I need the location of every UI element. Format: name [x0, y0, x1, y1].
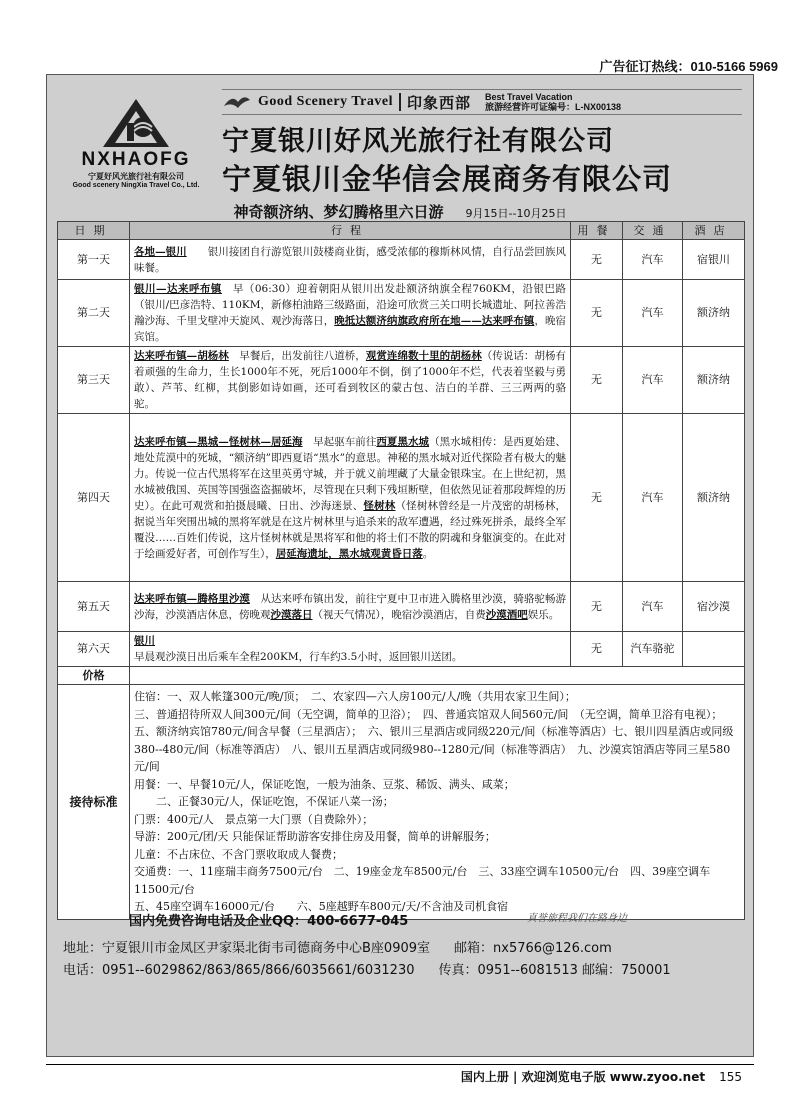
day-desc [130, 240, 571, 280]
desc-text: 早晨观沙漠日出后乘车全程200KM，行车约3.5小时，返回银川送团。 [134, 651, 463, 663]
route-title: 各地—银川 [134, 245, 187, 258]
bottom-rule [46, 1064, 754, 1065]
company-name-2: 宁夏银川金华信会展商务有限公司 [222, 162, 673, 196]
rec-line: 五、45座空调车16000元/台 六、5座越野车800元/天/不含油及司机食宿 [134, 900, 509, 913]
day-desc [130, 280, 571, 347]
header-route: 行程 [130, 222, 571, 240]
rec-line: 交通费：一、11座瑞丰商务7500元/台 二、19座金龙车8500元/台 三、33座空调车10500元/台 四、39座空调车11500元/台 [134, 865, 711, 896]
brand-cn-name: 印象西部 [406, 93, 471, 112]
price-cell [130, 667, 745, 685]
meal-cell: 无 [571, 582, 623, 632]
desc-text: 早餐后，出发前往八道桥， [228, 350, 366, 362]
mountain-logo-icon [101, 97, 171, 149]
traffic-cell: 汽车 [623, 240, 683, 280]
rec-line: 导游：200元/团/天 只能保证帮助游客安排住房及用餐，简单的讲解服务； [134, 830, 496, 843]
price-row [58, 667, 745, 685]
desc-text: （怪树林曾经是一片茂密的胡杨林，据说当年突围出城的黑将军就是在这片树林里与追杀来的敌军遭遇，经过殊死拼杀，最终全军覆没……百姓们传说，这片怪树林就是黑将军和他的将士们不散的阴魂和身躯演变的。在此对于绘画爱好者，可创作写生）， [134, 499, 567, 560]
desc-text: 早起驱车前往 [302, 435, 377, 448]
tour-title [47, 201, 753, 222]
page-footer [461, 1068, 742, 1085]
route-title: 银川—达来呼布镇 [134, 283, 222, 295]
day-label: 第六天 [58, 632, 130, 667]
desc-text: 银川接团自行游览银川鼓楼商业街，感受浓郁的穆斯林风情，自行品尝回族风味餐。 [134, 245, 566, 274]
page-number: 155 [719, 1070, 742, 1084]
rec-line: 二、正餐30元/人，保证吃饱，不保证八菜一汤； [134, 795, 394, 808]
fax: 传真：0951--6081513 [438, 963, 578, 978]
day-label: 第三天 [58, 347, 130, 414]
day-desc [130, 414, 571, 582]
free-hotline: 国内免费咨询电话及企业QQ：400-6677-045 [129, 914, 409, 929]
rec-line: 门票：400元/人 景点第一大门票（自费除外）； [134, 812, 374, 826]
hotel-cell: 宿银川 [683, 240, 745, 280]
table-row [58, 414, 745, 582]
license-number: 旅游经营许可证编号：L-NX00138 [484, 102, 622, 112]
company-name-1: 宁夏银川好风光旅行社有限公司 [222, 126, 614, 157]
phone: 电话：0951--6029862/863/865/866/6035661/6031230 [63, 963, 415, 978]
hotel-cell [683, 632, 745, 667]
desc-highlight: 西夏黑水城 [376, 435, 430, 448]
desc-text: （黑水城相传：是西夏始建、地处荒漠中的死城，“额济纳”即西夏语“黑水”的意思。神秘的黑水城对近代探险者有极大的魅力。传说一位古代黑将军在这里英勇守城，并于就义前埋藏了大量金银珠宝。在上世纪初，黑水城被俄国、英国等国强盗盗掘破坏，尽管现在只剩下残垣断壁，但依然见证着那段辉煌的历史）。在此可观赏和拍摄晨曦、日出、沙海迷景、 [134, 435, 567, 512]
reception-label: 接待标准 [58, 685, 130, 920]
route-title: 达来呼布镇—黑城—怪树林—居延海 [134, 435, 303, 448]
rec-line: 用餐：一、早餐10元/人，保证吃饱，一般为油条、豆浆、稀饭、满头、咸菜； [134, 777, 515, 791]
tour-dates: 9月15日--10月25日 [465, 207, 567, 220]
hotel-cell: 宿沙漠 [683, 582, 745, 632]
rec-line: 儿童：不占床位、不含门票收取成人餐费； [134, 847, 343, 861]
traffic-cell: 汽车 [623, 347, 683, 414]
meal-cell: 无 [571, 240, 623, 280]
header-date: 日期 [58, 222, 130, 240]
rec-line: 三、普通招待所双人间300元/间（无空调，简单的卫浴）； 四、普通宾馆双人间560元/间 （无空调，简单卫浴有电视）； 五、额济纳宾馆780元/间含早餐（三星酒店）； 六、银川三星酒店或同级220元/间（标准等酒店）七、银川四星酒店或同级380--480元/间（标准等酒店） 八、银川五星酒店或同级980--1280元/间（标准等酒店） 九、沙漠宾馆酒店等同三星580元/间 [134, 707, 734, 773]
desc-text: （传说话：胡杨有着顽强的生命力，生长1000年不死，死后1000年不倒，倒了1000年不烂，代表着坚毅与勇敢）、芦苇、红柳，其倒影如诗如画，还可看到牧区的蒙古包、洁白的羊群、三三两两的骆驼。 [134, 350, 567, 410]
day-label: 第二天 [58, 280, 130, 347]
desc-text: （视天气情况），晚宿沙漠酒店，自费 [312, 608, 486, 621]
zipcode: 邮编：750001 [582, 963, 671, 978]
meal-cell: 无 [571, 347, 623, 414]
desc-text: ，晚宿宾馆。 [134, 315, 567, 343]
desc-text: 。 [422, 547, 434, 560]
meal-cell: 无 [571, 280, 623, 347]
logo-abbr: NXHAOFG [81, 149, 191, 170]
day-label: 第四天 [58, 414, 130, 582]
hotel-cell: 额济纳 [683, 347, 745, 414]
meal-cell: 无 [571, 414, 623, 582]
price-label: 价格 [58, 667, 130, 685]
table-row [58, 347, 745, 414]
reception-standards [130, 685, 745, 920]
address: 地址：宁夏银川市金凤区尹家渠北街韦司德商务中心B座0909室 [63, 941, 431, 956]
license-block [485, 92, 621, 112]
brand-name: Good Scenery Travel [258, 94, 393, 109]
desc-highlight: 沙漠酒吧 [485, 608, 528, 621]
route-title: 银川 [134, 635, 155, 647]
header-hotel: 酒店 [683, 222, 745, 240]
tour-name: 神奇额济纳、梦幻腾格里六日游 [233, 203, 444, 221]
traffic-cell: 汽车 [623, 582, 683, 632]
day-desc [130, 632, 571, 667]
table-header-row [58, 222, 745, 240]
footer-bar [47, 907, 753, 931]
reception-row [58, 685, 745, 920]
logo-en-name: Good scenery NingXia Travel Co., Ltd. [72, 182, 200, 189]
company-logo [61, 97, 211, 207]
desc-highlight: 居延海遗址，黑水城观黄昏日落 [275, 547, 423, 560]
day-desc [130, 582, 571, 632]
route-title: 达来呼布镇—胡杨林 [134, 350, 229, 362]
day-label: 第一天 [58, 240, 130, 280]
desc-text: 娱乐。 [527, 608, 560, 621]
desc-text: 早（06:30）迎着朝阳从银川出发赴额济纳旗全程760KM，沿银巴路（银川/巴彦浩特、110KM，新修柏油路三级路面，沿途可欣赏三关口明长城遗址、阿拉善浩瀚沙海、千里戈壁冲天旋风、观沙海落日， [134, 283, 566, 327]
bird-icon [222, 92, 252, 112]
hotel-cell: 额济纳 [683, 280, 745, 347]
table-row [58, 280, 745, 347]
brand-banner [222, 89, 742, 115]
table-row [58, 632, 745, 667]
best-travel-text: Best Travel Vacation [484, 92, 573, 102]
traffic-cell: 汽车 [623, 414, 683, 582]
header-traffic: 交通 [623, 222, 683, 240]
itinerary-table [57, 221, 745, 920]
ad-hotline: 广告征订热线：010-5166 5969 [599, 59, 778, 74]
table-row [58, 582, 745, 632]
hotel-cell: 额济纳 [683, 414, 745, 582]
contact-line [63, 959, 671, 978]
footer-slogan: 真誉旅程我们在路身边 [527, 913, 627, 924]
address-line [63, 937, 612, 956]
logo-cn-name: 宁夏好风光旅行社有限公司 [88, 171, 184, 181]
brand-separator [399, 93, 401, 111]
traffic-cell: 汽车 [623, 280, 683, 347]
route-title: 达来呼布镇—腾格里沙漠 [134, 592, 250, 605]
table-row [58, 240, 745, 280]
desc-text: 从达来呼布镇出发，前往宁夏中卫市进入腾格里沙漠，骑骆驼畅游沙海，沙漠酒店休息，傍晚观 [134, 592, 567, 621]
ad-frame [46, 74, 754, 1057]
desc-highlight: 沙漠落日 [270, 608, 313, 621]
traffic-cell: 汽车骆驼 [623, 632, 683, 667]
email: 邮箱：nx5766@126.com [454, 941, 612, 956]
header-meal: 用餐 [571, 222, 623, 240]
meal-cell: 无 [571, 632, 623, 667]
desc-highlight: 观赏连绵数十里的胡杨林 [365, 350, 482, 362]
rec-line: 住宿：一、双人帐篷300元/晚/顶； 二、农家四—六人房100元/人/晚（共用农家卫生间）； [134, 690, 576, 703]
page-footer-text: 国内上册 | 欢迎浏览电子版 www.zyoo.net [460, 1070, 706, 1084]
day-label: 第五天 [58, 582, 130, 632]
desc-highlight: 晚抵达额济纳旗政府所在地——达来呼布镇 [334, 315, 535, 327]
day-desc [130, 347, 571, 414]
desc-highlight: 怪树林 [363, 499, 396, 512]
